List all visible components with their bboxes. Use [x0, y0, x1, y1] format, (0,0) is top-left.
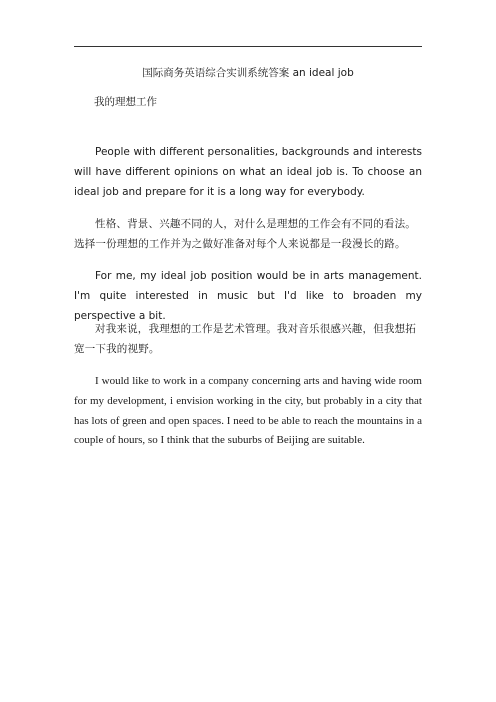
paragraph-english-3: I would like to work in a company concerning arts and having wide room for my development, i envision working in the city, but probably in a city that has lots of green and open spaces. I need to be able to reach the mountains in a couple of hours, so I think that the suburbs of Beijing are suitable.: [74, 375, 422, 447]
paragraph-english-1: People with different personalities, backgrounds and interests will have different opinions on what an ideal job is. To choose an ideal job and prepare for it is a long way for everybody.: [74, 146, 422, 198]
header-rule: [74, 46, 422, 47]
paragraph-chinese-1: 性格、背景、兴趣不同的人，对什么是理想的工作会有不同的看法。选择一份理想的工作并为之做好准备对每个人来说都是一段漫长的路。: [74, 218, 416, 250]
document-title: 国际商务英语综合实训系统答案 an ideal job: [142, 67, 354, 79]
section-heading: 我的理想工作: [94, 96, 157, 108]
paragraph-english-2: For me, my ideal job position would be in arts management. I'm quite interested in music but I'd like to broaden my perspective a bit.: [74, 270, 422, 322]
paragraph-chinese-2: 对我来说，我理想的工作是艺术管理。我对音乐很感兴趣，但我想拓宽一下我的视野。: [74, 323, 416, 355]
